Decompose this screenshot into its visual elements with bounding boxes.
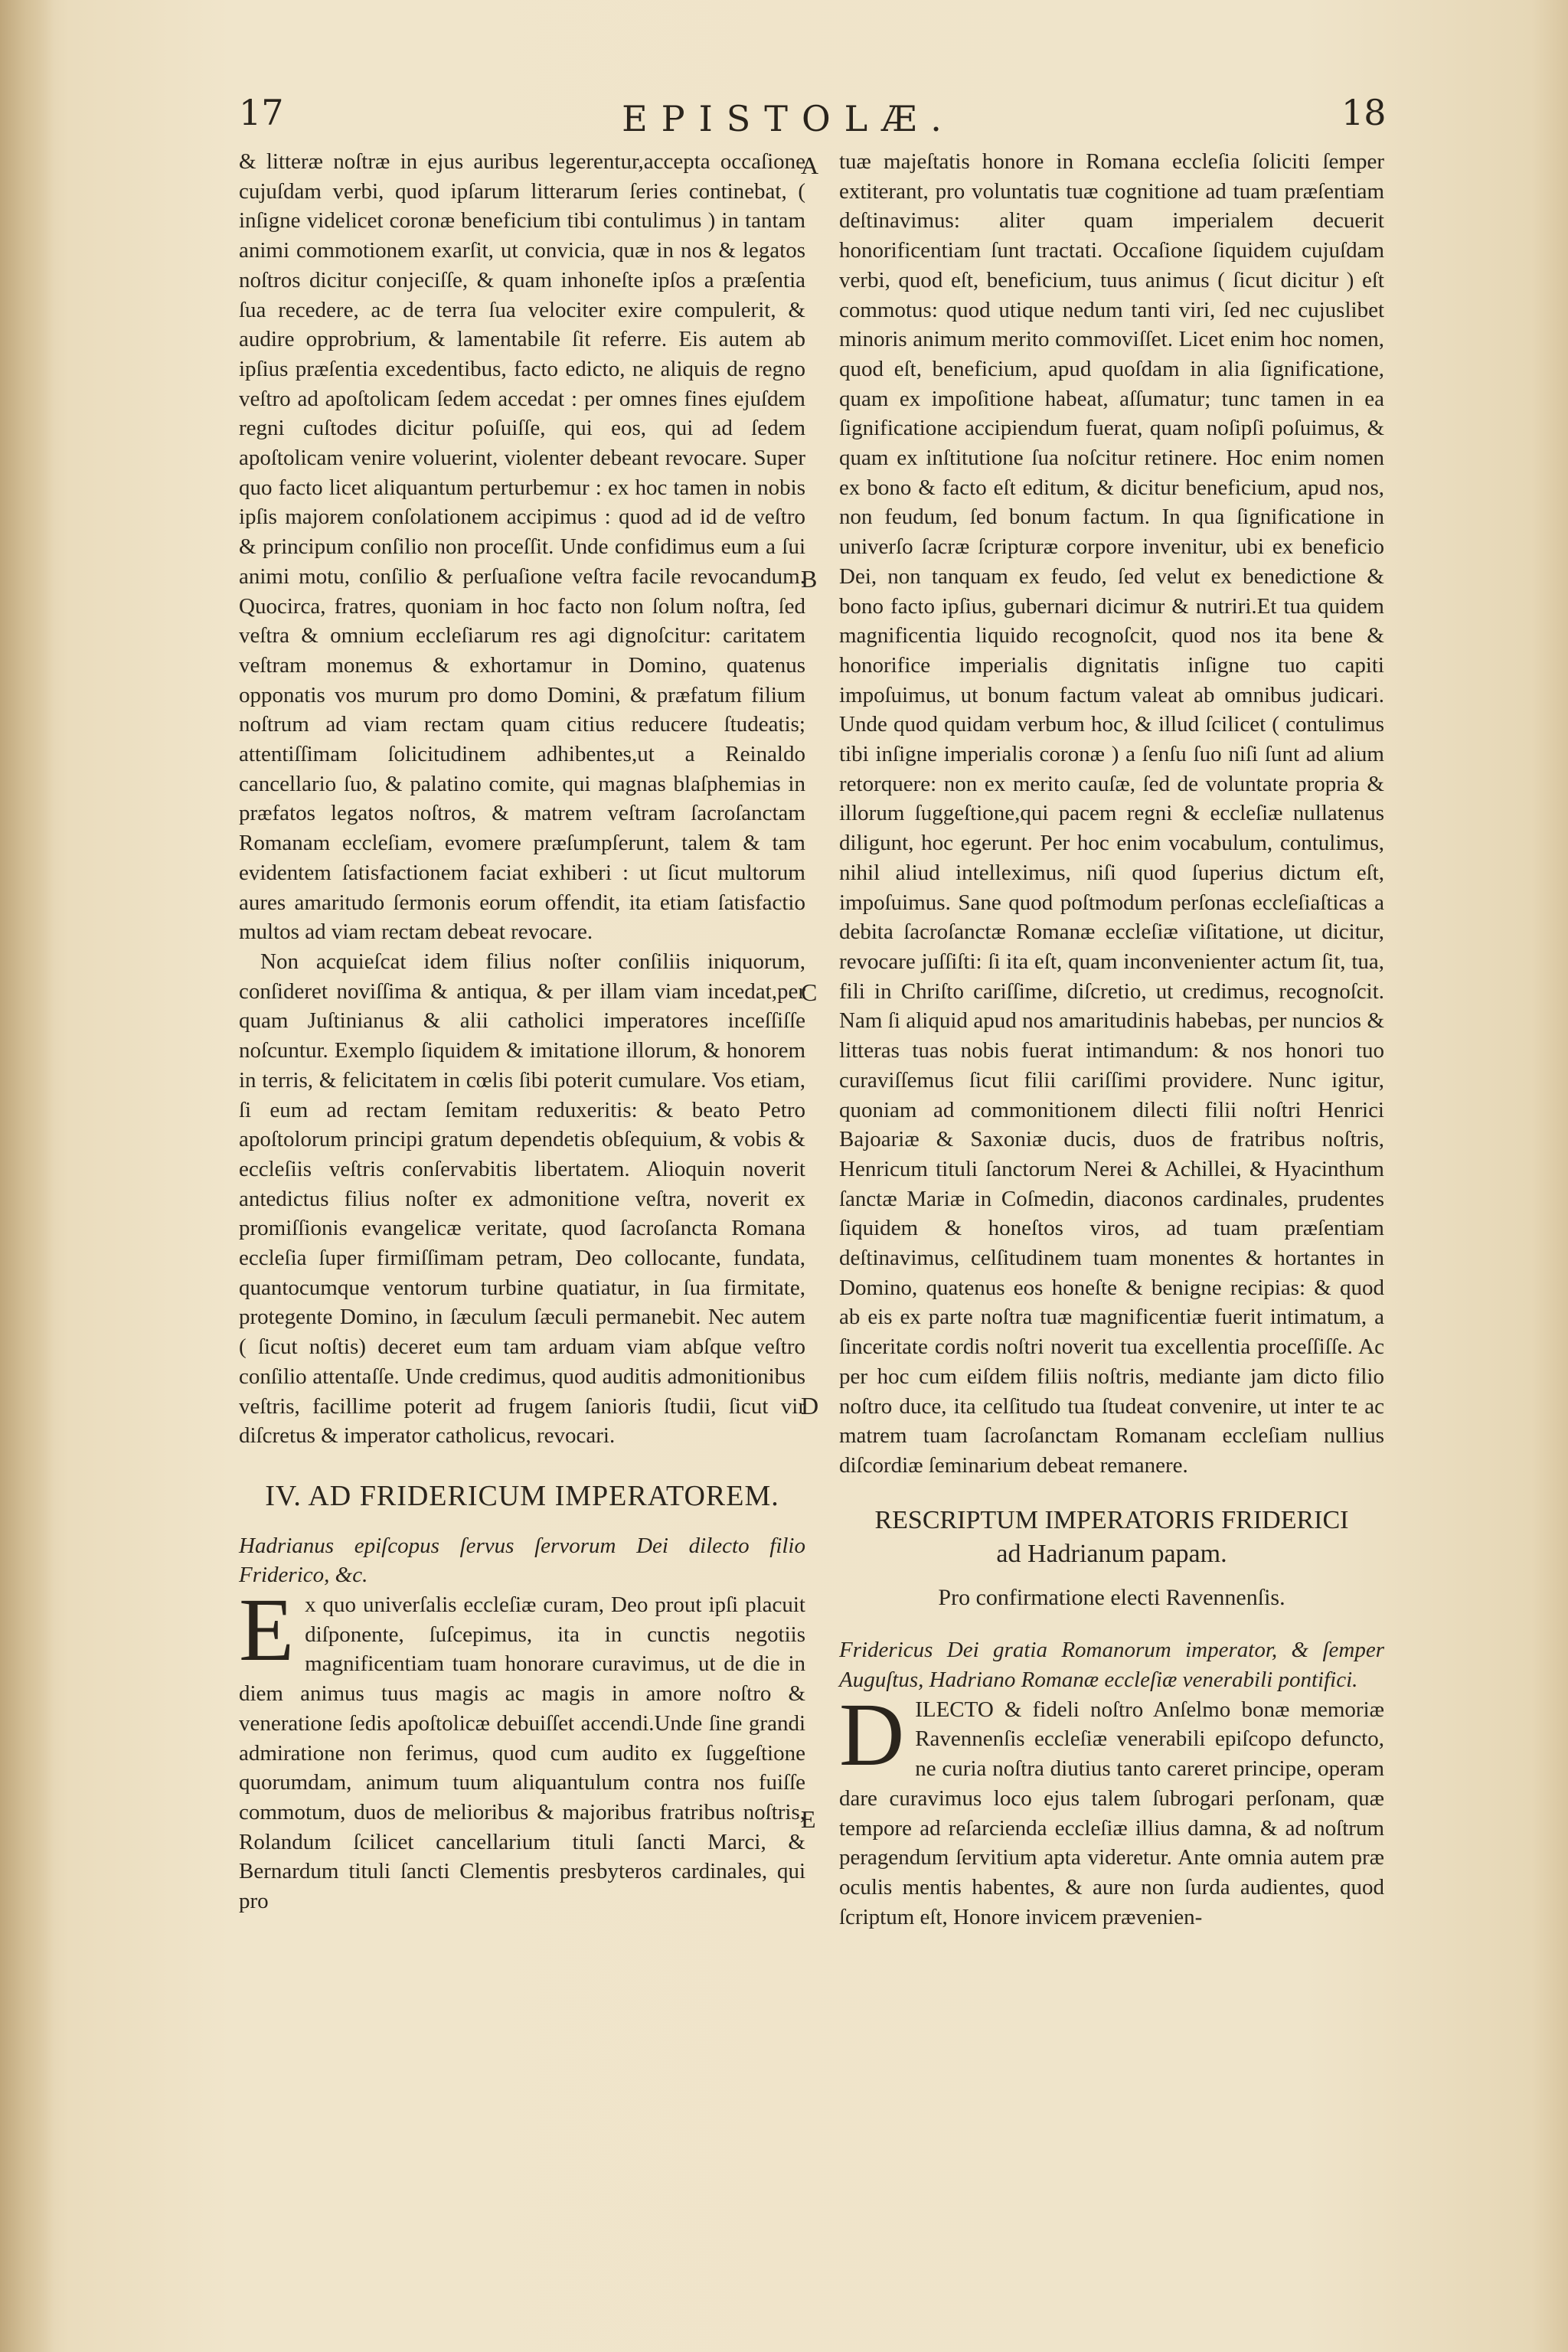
rescript-subheading: Pro confirmatione electi Ravennenſis. bbox=[938, 1584, 1285, 1610]
running-title: EPISTOLÆ. bbox=[622, 98, 956, 139]
right-column bbox=[839, 147, 1384, 1932]
left-paragraph-1: & litteræ noſtræ in ejus auribus legerentur,accepta occaſione cujuſdam verbi, quod ipſarum litterarum ſeries continebat, ( inſigne videlicet coronæ beneficium tibi contulimus ) in tantam animi commotionem exarſit, ut convicia, quæ in nos & legatos noſtros dicitur conjeciſſe, & quam inhoneſte ipſos a præſentia ſua recedere, ac de terra ſua velociter exire compulerit, & audire opprobrium, & lamentabile ſit referre. Eis autem ab ipſius præſentia excedentibus, facto edicto, ne aliquis de regno veſtro ad apoſtolicam ſedem accedat : per omnes fines ejuſdem regni cuſtodes dicitur poſuiſſe, qui eos, qui ad ſedem apoſtolicam venire voluerint, violenter debeant revocare. Super quo facto licet aliquantum perturbemur : ex hoc tamen in nobis ipſis majorem conſolationem accipimus : quod ad id de veſtro & principum conſilio non proceſſit. Unde confidimus eum a ſui animi motu, conſilio & perſuaſione veſtra facile revocandum. Quocirca, fratres, quoniam in hoc facto non ſolum noſtra, ſed veſtra & omnium eccleſiarum res agi dignoſcitur: caritatem veſtram monemus & exhortamur in Domino, quatenus opponatis vos murum pro domo Domini, & præfatum filium noſtrum ad viam rectam quam citius reducere ſtudeatis; attentiſſimam ſolicitudinem adhibentes,ut a Reinaldo cancellario ſuo, & palatino comite, qui magnas blaſphemias in præfatos legatos noſtros, & matrem veſtram ſacroſanctam Romanam eccleſiam, evomere præſumpſerunt, talem & tam evidentem ſatisfactionem faciat exhiberi : ut ſicut multorum aures amaritudo ſermonis eorum offendit, ita etiam ſatisfactio multos ad viam rectam debeat revocare. bbox=[239, 149, 805, 945]
margin-letter-e: E bbox=[801, 1805, 816, 1833]
section-heading-iv: IV. AD FRIDERICUM IMPERATOREM. bbox=[265, 1479, 779, 1512]
left-paragraph-2: Non acquieſcat idem filius noſter conſiliis iniquorum, conſideret noviſſima & antiqua, & per illam viam incedat,per quam Juſtinianus & alii catholici imperatores inceſſiſſe noſcuntur. Exemplo ſiquidem & imitatione illorum, & honorem in terris, & felicitatem in cœlis ſibi poterit cumulare. Vos etiam, ſi eum ad rectam ſemitam reduxeritis: & beato Petro apoſtolorum principi gratum dependetis obſequium, & vobis & eccleſiis veſtris conſervabitis libertatem. Alioquin noverit antedictus filius noſter ex admonitione veſtra, noverit ex promiſſionis evangelicæ veritate, quod ſacroſancta Romana eccleſia ſuper firmiſſimam petram, Deo collocante, fundata, quantocumque ventorum turbine quatiatur, in ſua firmitate, protegente Domino, in ſæculum ſæculi permanebit. Nec autem ( ſicut noſtis) deceret eum tam arduam viam abſque veſtro conſilio attentaſſe. Unde credimus, quod auditis admonitionibus veſtris, facillime poterit ad frugem ſanioris ſtudii, ſicut vir diſcretus & imperator catholicus, revocari. bbox=[239, 949, 805, 1449]
page-number-left: 17 bbox=[239, 92, 284, 133]
rescript-heading-line2: ad Hadrianum papam. bbox=[996, 1539, 1227, 1568]
margin-letter-d: D bbox=[801, 1392, 819, 1419]
right-letter-body bbox=[839, 1684, 1384, 1932]
page-gutter-shadow bbox=[0, 0, 54, 2352]
margin-letter-b: B bbox=[801, 565, 818, 593]
left-letter-text: x quo univerſalis eccleſiæ curam, Deo prout ipſi placuit diſponente, ſuſcepimus, ita in cunctis negotiis magnificentiam tuam honorare curavimus, ut de die in diem animus tuus magis ac magis in amore noſtro & veneratione ſedis apoſtolicæ debuiſſet accendi.Unde ſine grandi admiratione non ferimus, quod cum audito ex ſuggeſtione quorumdam, animum tuum aliquantulum contra nos fuiſſe commotum, duos de melioribus & majoribus fratribus noſtris, Rolandum ſcilicet cancellarium tituli ſancti Marci, & Bernardum tituli ſancti Clementis presbyteros cardinales, qui pro bbox=[239, 1592, 805, 1914]
left-salutation: Hadrianus epiſcopus ſervus ſervorum Dei dilecto filio Friderico, &c. bbox=[239, 1533, 805, 1588]
rescript-heading-line1: RESCRIPTUM IMPERATORIS FRIDERICI bbox=[874, 1505, 1349, 1534]
right-paragraph-1: tuæ majeſtatis honore in Romana eccleſia ſoliciti ſemper extiterant, pro voluntatis tuæ cognitione ad tuam præſentiam deſtinavimus: aliter quam imperialem decuerit honorificentiam ſunt tractati. Occaſione ſiquidem cujuſdam verbi, quod eſt, beneficium, tuus animus ( ſicut dicitur ) eſt commotus: quod utique nedum tanti viri, ſed nec cujuslibet minoris animum merito commoviſſet. Licet enim hoc nomen, quod eſt, beneficium, apud quoſdam in alia ſignificatione, quam ex impoſitione habeat, aſſumatur; tunc tamen in ea ſignificatione accipiendum fuerat, quam noſipſi poſuimus, & quam ex inſtitutione ſua noſcitur retinere. Hoc enim nomen ex bono & facto eſt editum, & dicitur beneficium, apud nos, non feudum, ſed bonum factum. In qua ſignificatione in univerſo ſacræ ſcripturæ corpore invenitur, ubi ex beneficio Dei, non tanquam ex feudo, ſed velut ex benedictione & bono facto ipſius, gubernari dicimur & nutriri.Et tua quidem magnificentia liquido recognoſcit, quod nos ita bene & honorifice imperialis dignitatis inſigne tuo capiti impoſuimus, ut bonum factum valeat ab omnibus judicari. Unde quod quidam verbum hoc, & illud ſcilicet ( contulimus tibi inſigne imperialis coronæ ) a ſenſu ſuo niſi ſunt ad alium retorquere: non ex merito cauſæ, ſed de voluntate propria & illorum ſuggeſtione,qui pacem regni & eccleſiæ nullatenus diligunt, hoc egerunt. Per hoc enim vocabulum, contulimus, nihil aliud intelleximus, niſi quod ſuperius dictum eſt, impoſuimus. Sane quod poſtmodum perſonas eccleſiaſticas a debita ſacroſanctæ Romanæ eccleſiæ viſitatione, ut dicitur, revocare juſſiſti: ſi ita eſt, quam inconvenienter actum ſit, tua, fili in Chriſto cariſſime, diſcretio, ut credimus, recognoſcit. Nam ſi aliquid apud nos amaritudinis habebas, per nuncios & litteras tuas nobis fuerat intimandum: & nos honori tuo curaviſſemus ſicut filii cariſſimi providere. Nunc igitur, quoniam ad commonitionem dilecti filii noſtri Henrici Bajoariæ & Saxoniæ ducis, duos de fratribus noſtris, Henricum tituli ſanctorum Nerei & Achillei, & Hyacinthum ſanctæ Mariæ in Coſmedin, diaconos cardinales, prudentes ſiquidem & honeſtos viros, ad tuam præſentiam deſtinavimus, celſitudinem tuam monentes & hortantes in Domino, quatenus eos honeſte & benigne recipias: & quod ab eis ex parte noſtra tuæ magnificentiæ fuerit intimatum, a ſinceritate cordis noſtri noverit tua excellentia proceſſiſſe. Ac per hoc cum eiſdem filiis noſtris, mediante jam dicto filio noſtro duce, ita celſitudo tua ſtudeat convenire, ut inter te ac matrem tuam ſacroſanctam Romanam eccleſiam nullius diſcordiæ ſeminarium debeat remanere. bbox=[839, 149, 1384, 1478]
margin-letter-c: C bbox=[801, 978, 818, 1006]
rescript-heading bbox=[839, 1504, 1384, 1571]
dropcap-d: D bbox=[839, 1684, 905, 1785]
page-number-right: 18 bbox=[1341, 92, 1387, 133]
left-letter-body bbox=[239, 1579, 805, 1916]
dropcap-e: E bbox=[239, 1579, 295, 1681]
margin-letter-a: A bbox=[801, 152, 819, 179]
left-column bbox=[239, 147, 805, 1916]
right-letter-text: ILECTO & fideli noſtro Anſelmo bonæ memoriæ Ravennenſis eccleſiæ venerabili epiſcopo defuncto, ne curia noſtra diutius tanto careret principe, operam dare curavimus loco ejus talem ſubrogari perſonam, quæ tempore ad reſarcienda eccleſiæ illius damna, & ad noſtrum peragendum ſervitium apta videretur. Ante omnia autem præ oculis mentis habentes, & aure non ſurda audientes, quod ſcriptum eſt, Honore invicem prævenien- bbox=[839, 1697, 1384, 1929]
right-salutation: Fridericus Dei gratia Romanorum imperator, & ſemper Auguſtus, Hadriano Romanæ eccleſiæ venerabili pontifici. bbox=[839, 1638, 1384, 1693]
